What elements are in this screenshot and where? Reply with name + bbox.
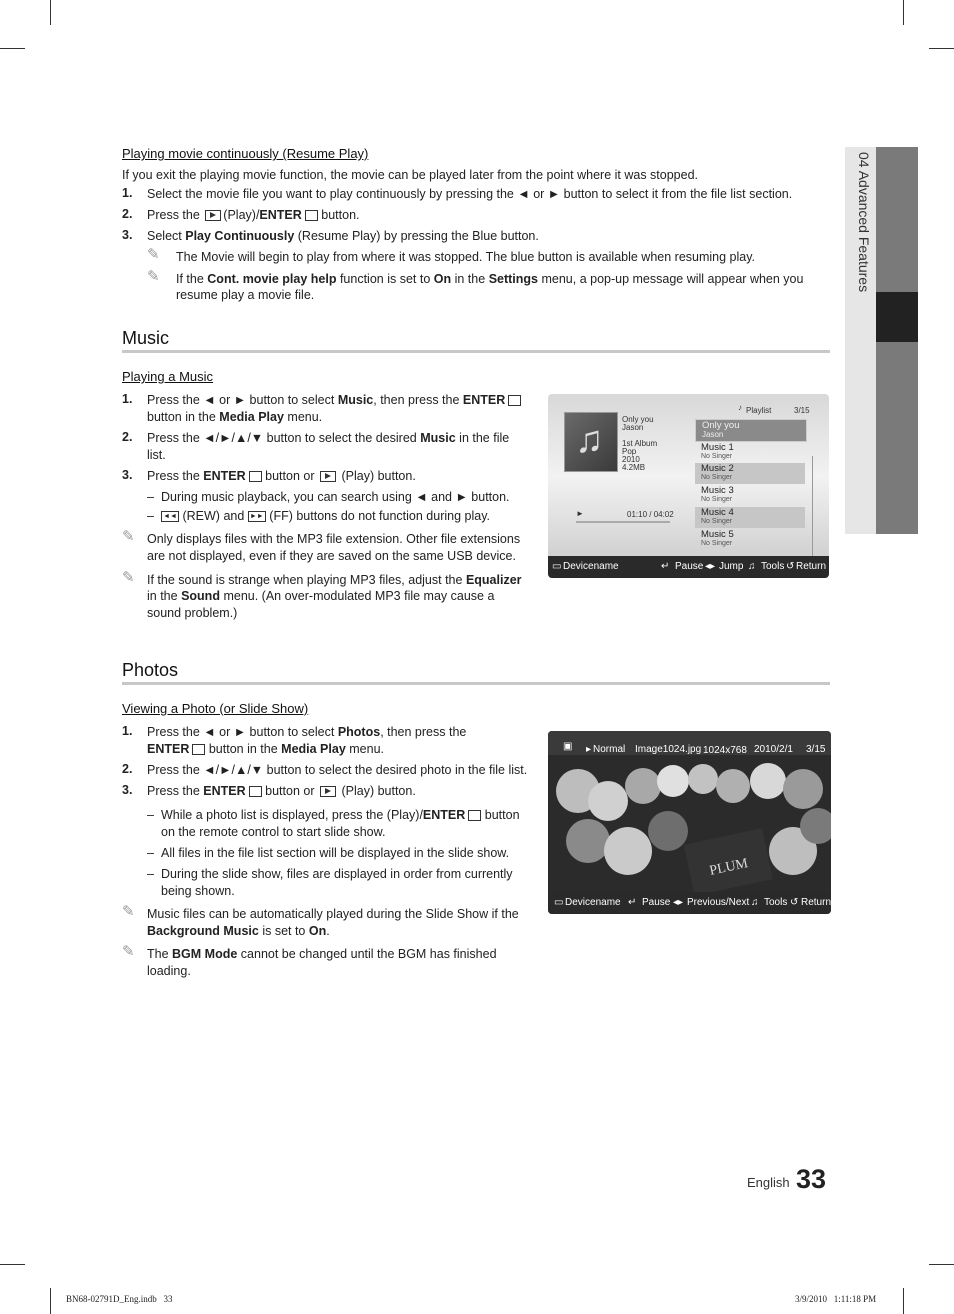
jump-label: Jump (719, 561, 744, 572)
text: button or (265, 784, 315, 798)
step-number: 3. (122, 468, 133, 482)
text: Music (420, 431, 456, 445)
track-count: 3/15 (794, 406, 810, 415)
crop-mark (50, 0, 51, 25)
text: Play Continuously (185, 229, 295, 243)
text: Sound (181, 589, 220, 603)
note-pencil-icon: ✎ (147, 268, 160, 285)
text: Press the (147, 208, 200, 222)
text: Settings (488, 272, 538, 286)
info-genre: Pop (622, 447, 637, 456)
playlist-item[interactable] (695, 507, 805, 528)
text: (Resume Play) by pressing the Blue button. (297, 229, 539, 243)
step-number: 2. (122, 762, 133, 776)
resume-note2-cont: resume play a movie file. (176, 288, 315, 302)
text: menu. (287, 410, 323, 424)
playlist-item[interactable] (695, 442, 805, 463)
text: Background Music (147, 924, 259, 938)
music-heading: Music (122, 328, 170, 348)
photos-note1: Music files can be automatically played during the Slide Show if the (147, 907, 519, 921)
left-right-icon: ◂▸ (705, 561, 716, 572)
info-year: 2010 (622, 455, 640, 464)
text: If the (176, 272, 204, 286)
music-note2-cont (147, 588, 494, 605)
step-number: 2. (122, 430, 133, 444)
crop-mark (929, 1264, 954, 1265)
resume-step2 (147, 207, 360, 224)
text: button in the (147, 410, 216, 424)
text: button (484, 808, 520, 822)
resume-step3 (147, 228, 539, 245)
tools-icon: ♫ (751, 897, 759, 908)
track-title: Music 1 (701, 442, 734, 453)
play-icon (320, 471, 336, 482)
step-number: 3. (122, 783, 133, 797)
text: Select (147, 229, 182, 243)
step-number: 3. (122, 228, 133, 242)
note-pencil-icon: ✎ (122, 903, 135, 920)
text: in the file (459, 431, 510, 445)
enter-icon (508, 395, 521, 406)
text: BGM Mode (172, 947, 238, 961)
track-title: Music 5 (701, 529, 734, 540)
pause-label: Pause (675, 561, 704, 572)
enter-key-label: ENTER (203, 469, 246, 483)
playlist-scrollbar (812, 456, 813, 556)
footer-language: English (747, 1175, 790, 1190)
track-title: Music 2 (701, 463, 734, 474)
music-step1 (147, 392, 521, 409)
text: Press the ◄ or ► button to select (147, 725, 335, 739)
music-detail2 (161, 508, 490, 525)
tools-icon: ♫ (748, 561, 756, 572)
tools-label: Tools (761, 561, 785, 572)
resume-note2 (176, 271, 803, 288)
crop-mark (903, 1288, 904, 1314)
photo-icon: ▣ (563, 741, 573, 752)
text: , then press the (373, 393, 460, 407)
footer-timestamp: 3/9/2010 1:11:18 PM (795, 1294, 877, 1304)
photos-step2: Press the ◄/►/▲/▼ button to select the desired photo in the file list. (147, 763, 528, 777)
photo-date: 2010/2/1 (754, 744, 793, 755)
text: (Play)/ (223, 208, 260, 222)
text: in the (454, 272, 486, 286)
text: function is set to (339, 272, 431, 286)
music-note1-cont: are not displayed, even if they are saved on the same USB device. (147, 549, 516, 563)
step-number: 1. (122, 724, 133, 738)
text: Press the ◄/►/▲/▼ button to select the desired (147, 431, 417, 445)
step-number: 2. (122, 207, 133, 221)
device-name: Devicename (563, 561, 619, 572)
resume-step1: Select the movie file you want to play continuously by pressing the ◄ or ► button to select it from the file list section. (147, 187, 793, 201)
text: Equalizer (465, 573, 522, 587)
text: Cont. movie play help (207, 272, 337, 286)
rewind-icon: ◄◄ (161, 511, 179, 522)
text: (Play) button. (341, 469, 416, 483)
track-title: Music 4 (701, 507, 734, 518)
photo-filename: Image1024.jpg (635, 744, 702, 755)
resume-intro: If you exit the playing movie function, the movie can be played later from the point where it was stopped. (122, 168, 699, 182)
return-label: Return (801, 897, 832, 908)
text: Press the (147, 784, 200, 798)
crop-mark (0, 1264, 25, 1265)
tools-label: Tools (764, 897, 788, 908)
resume-subheading: Playing movie continuously (Resume Play) (122, 146, 369, 161)
text: Press the ◄ or ► button to select (147, 393, 335, 407)
photos-note2 (147, 946, 497, 963)
text: On (433, 272, 452, 286)
device-icon: ▭ (552, 561, 562, 572)
info-size: 4.2MB (622, 463, 646, 472)
text: Music (337, 393, 374, 407)
crop-mark (903, 0, 904, 25)
text: button in the (208, 742, 278, 756)
text: button or (265, 469, 315, 483)
crop-mark (0, 48, 25, 49)
enter-icon (249, 471, 262, 482)
crop-mark (929, 48, 954, 49)
return-label: Return (796, 561, 827, 572)
text: The (147, 947, 169, 961)
photos-note1-cont: Background Music is set to On. (147, 924, 330, 938)
text: If the sound is strange when playing MP3 files, adjust the (147, 573, 463, 587)
photos-heading: Photos (122, 660, 179, 680)
device-name: Devicename (565, 897, 621, 908)
play-status-icon: ► (576, 509, 584, 518)
enter-icon (249, 786, 262, 797)
photos-detail2: All files in the file list section will be displayed in the slide show. (161, 846, 510, 860)
page-number: 33 (796, 1164, 827, 1194)
text: menu. (An over-modulated MP3 file may cause a (223, 589, 495, 603)
text: , then press the (380, 725, 467, 739)
enter-key-label: ENTER (422, 808, 466, 822)
text: menu. (349, 742, 385, 756)
enter-icon: ↵ (628, 897, 637, 908)
footer-file: BN68-02791D_Eng.indb 33 (66, 1294, 173, 1304)
resume-note1: The Movie will begin to play from where it was stopped. The blue button is available when resuming play. (176, 250, 756, 264)
note-pencil-icon: ✎ (122, 943, 135, 960)
enter-icon (468, 810, 481, 821)
track-title: Music 3 (701, 485, 734, 496)
text: cannot be changed until the BGM has finished (240, 947, 497, 961)
playlist-item[interactable] (695, 529, 805, 550)
photos-step1 (147, 724, 466, 741)
text: While a photo list is displayed, press the (Play)/ (161, 808, 423, 822)
enter-icon (192, 744, 205, 755)
device-icon: ▭ (554, 897, 564, 908)
photos-detail1-cont: on the remote control to start slide show. (161, 825, 386, 839)
music-note1: Only displays files with the MP3 file extension. Other file extensions (147, 532, 521, 546)
playlist-item-selected[interactable] (695, 419, 807, 442)
enter-icon: ↵ (661, 561, 670, 572)
text: in the (147, 589, 178, 603)
info-title: Only you (622, 415, 654, 424)
text: Media Play (281, 742, 346, 756)
text: (Play) button. (341, 784, 416, 798)
dash: – (147, 509, 154, 523)
enter-key-label: ENTER (147, 742, 190, 756)
text: button. (321, 208, 360, 222)
text: Media Play (219, 410, 284, 424)
track-title: Only you (702, 420, 740, 431)
svg-text:PLUM: PLUM (708, 856, 750, 879)
photos-detail3-cont: being shown. (161, 884, 235, 898)
previous-next-label: Previous/Next (687, 897, 750, 908)
photos-step1-cont (147, 741, 384, 758)
text: Photos (337, 725, 381, 739)
text: (FF) buttons do not function during play. (269, 509, 491, 523)
info-artist: Jason (622, 423, 644, 432)
dash: – (147, 846, 154, 860)
note-pencil-icon: ✎ (122, 528, 135, 545)
side-tab-marker (876, 292, 918, 342)
track-singer: No Singer (701, 518, 733, 525)
dash: – (147, 867, 154, 881)
left-right-icon: ◂▸ (673, 897, 684, 908)
photo-resolution: 1024x768 (703, 745, 747, 756)
music-note2-cont2: sound problem.) (147, 606, 238, 620)
photos-subheading: Viewing a Photo (or Slide Show) (122, 701, 309, 716)
text: menu, a pop-up message will appear when you (541, 272, 804, 286)
photo-image (548, 731, 831, 914)
track-singer: No Singer (701, 496, 733, 503)
music-note2 (147, 572, 522, 589)
music-step2-cont: list. (147, 448, 166, 462)
playlist-label: Playlist (746, 406, 772, 415)
return-icon: ↺ (790, 897, 799, 908)
step-number: 1. (122, 392, 133, 406)
fast-forward-icon: ►► (248, 511, 266, 522)
return-icon: ↺ (786, 561, 795, 572)
text: Press the (147, 469, 200, 483)
music-step1-cont (147, 409, 322, 426)
step-number: 1. (122, 186, 133, 200)
track-singer: No Singer (701, 540, 733, 547)
dash: – (147, 490, 154, 504)
music-step3 (147, 468, 416, 485)
playlist-icon: ♪ (738, 403, 742, 412)
playlist-item[interactable] (695, 485, 805, 506)
heading-rule (122, 350, 830, 353)
pause-label: Pause (642, 897, 671, 908)
note-pencil-icon: ✎ (147, 246, 160, 263)
mode-icon: ▸ (586, 744, 592, 755)
enter-key-label: ENTER (259, 208, 302, 222)
heading-rule (122, 682, 830, 685)
dash: – (147, 808, 154, 822)
info-album: 1st Album (622, 439, 658, 448)
enter-icon (305, 210, 318, 221)
enter-key-label: ENTER (203, 784, 246, 798)
music-step2 (147, 430, 509, 447)
photo-viewer-screen (548, 731, 831, 914)
track-singer: No Singer (701, 453, 733, 460)
photos-detail3: During the slide show, files are displayed in order from currently (161, 867, 513, 881)
track-singer: No Singer (701, 474, 733, 481)
photos-note2-cont: loading. (147, 964, 191, 978)
playback-time: 01:10 / 04:02 (627, 510, 674, 519)
music-subheading: Playing a Music (122, 369, 214, 384)
photos-step3 (147, 783, 416, 800)
side-tab-label: 04 Advanced Features (856, 152, 872, 293)
progress-track (576, 521, 670, 523)
photos-detail1 (161, 807, 520, 824)
play-icon (320, 786, 336, 797)
text: is set to (262, 924, 306, 938)
photo-count: 3/15 (806, 744, 826, 755)
text: On (308, 924, 327, 938)
music-note-icon: ♫ (575, 419, 604, 461)
enter-key-label: ENTER (462, 393, 506, 407)
album-art (564, 412, 618, 472)
music-detail1: During music playback, you can search using ◄ and ► button. (161, 490, 510, 504)
crop-mark (50, 1288, 51, 1314)
note-pencil-icon: ✎ (122, 569, 135, 586)
photo-mode: Normal (593, 744, 626, 755)
play-icon (205, 210, 221, 221)
text: (REW) and (182, 509, 245, 523)
track-singer: Jason (702, 430, 724, 439)
playlist-item[interactable] (695, 463, 805, 484)
